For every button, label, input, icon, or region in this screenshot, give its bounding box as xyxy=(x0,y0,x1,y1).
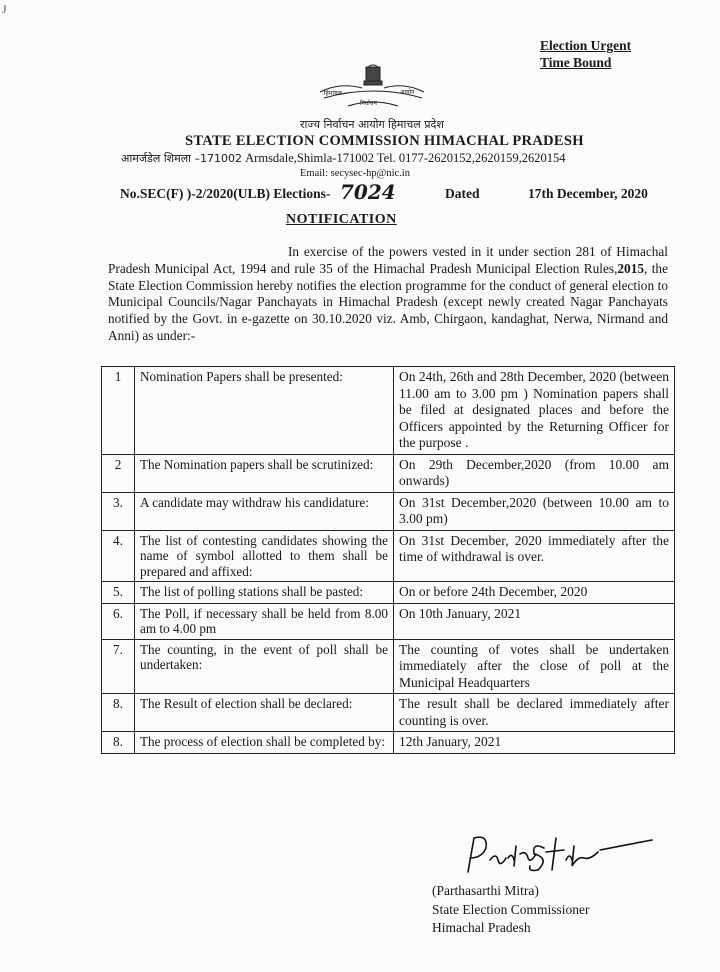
page-corner-mark: J xyxy=(2,2,7,16)
schedule-number: 5. xyxy=(102,582,135,604)
schedule-event: The counting, in the event of poll shall be undertaken: xyxy=(135,639,394,694)
schedule-row xyxy=(102,603,675,639)
signatory-name: (Parthasarthi Mitra) xyxy=(432,883,539,898)
address-line xyxy=(121,151,566,166)
schedule-number: 4. xyxy=(102,530,135,582)
schedule-event: The list of contesting candidates showing the name of symbol allotted to them shall be prepared and affixed: xyxy=(135,530,394,582)
reference-number-handwritten: 7024 xyxy=(340,180,396,204)
urgency-label xyxy=(540,37,631,71)
schedule-timing: On 10th January, 2021 xyxy=(394,603,675,639)
schedule-number: 6. xyxy=(102,603,135,639)
signatory-designation: State Election Commissioner xyxy=(432,901,590,917)
schedule-timing: On 24th, 26th and 28th December, 2020 (between 11.00 am to 3.00 pm ) Nomination papers shall be filed at designated places and before the Officers appointed by the Returning Officer for the purpose . xyxy=(394,367,675,455)
election-schedule-table xyxy=(101,366,675,754)
schedule-row xyxy=(102,367,675,455)
schedule-number: 7. xyxy=(102,639,135,694)
schedule-event: Nomination Papers shall be presented: xyxy=(135,367,394,455)
address-hindi: आमर्जडेल शिमला –171002 xyxy=(121,152,243,165)
schedule-timing: On 31st December,2020 (between 10.00 am to 3.00 pm) xyxy=(394,492,675,530)
body-part-1: In exercise of the powers vested in it under section 281 of Himachal Pradesh Municipal Act, 1994 and rule 35 of the Himachal Pradesh Municipal Election Rules, xyxy=(108,244,668,276)
body-year-handwritten: 2015 xyxy=(617,260,644,276)
schedule-event: A candidate may withdraw his candidature: xyxy=(135,492,394,530)
schedule-number: 8. xyxy=(102,694,135,732)
schedule-timing: On 29th December,2020 (from 10.00 am onwards) xyxy=(394,454,675,492)
schedule-timing: On 31st December, 2020 immediately after the time of withdrawal is over. xyxy=(394,530,675,582)
schedule-row xyxy=(102,694,675,732)
schedule-timing: The counting of votes shall be undertaken immediately after the close of poll at the Municipal Headquarters xyxy=(394,639,675,694)
signature-image xyxy=(460,830,660,880)
email-line: Email: secysec-hp@nic.in xyxy=(300,168,410,179)
schedule-number: 1 xyxy=(102,367,135,455)
signatory-block xyxy=(432,882,589,938)
org-name: STATE ELECTION COMMISSION HIMACHAL PRADESH xyxy=(185,133,584,149)
schedule-event: The Nomination papers shall be scrutinized: xyxy=(135,454,394,492)
state-emblem-icon xyxy=(318,64,428,114)
address-english: Armsdale,Shimla-171002 Tel. 0177-2620152,2620159,2620154 xyxy=(245,151,566,165)
schedule-timing: The result shall be declared immediately after counting is over. xyxy=(394,694,675,732)
signatory-state: Himachal Pradesh xyxy=(432,920,531,935)
schedule-timing: On or before 24th December, 2020 xyxy=(394,582,675,604)
schedule-event: The list of polling stations shall be pasted: xyxy=(135,582,394,604)
body-part-2: , the State Election Commission hereby notifies the election programme for the conduct of general election to Municipal Councils/Nagar Panchayats in Himachal Pradesh (except newly created Nagar Panchayats notified by the Govt. in e-gazette on 30.10.2020 viz. Amb, Chirgaon, kandaghat, Nerwa, Nirmand and Anni) as under:- xyxy=(108,260,668,343)
urgent-line-1: Election Urgent xyxy=(540,38,632,53)
notification-body xyxy=(108,244,668,345)
hindi-org-name: राज्य निर्वाचन आयोग हिमाचल प्रदेश xyxy=(300,118,444,131)
notification-title: NOTIFICATION xyxy=(286,212,397,227)
schedule-event: The Result of election shall be declared: xyxy=(135,694,394,732)
emblem-text-right: आयोग xyxy=(400,89,415,96)
schedule-timing: 12th January, 2021 xyxy=(394,732,675,754)
schedule-event: The Poll, if necessary shall be held from 8.00 am to 4.00 pm xyxy=(135,603,394,639)
emblem-text-left: हिमाचल xyxy=(324,90,342,97)
notification-date: 17th December, 2020 xyxy=(528,186,648,201)
urgent-line-2: Time Bound xyxy=(540,55,612,70)
dated-label: Dated xyxy=(445,186,480,201)
schedule-row xyxy=(102,732,675,754)
schedule-number: 8. xyxy=(102,732,135,754)
schedule-row xyxy=(102,454,675,492)
schedule-row xyxy=(102,492,675,530)
schedule-event: The process of election shall be completed by: xyxy=(135,732,394,754)
schedule-number: 3. xyxy=(102,492,135,530)
emblem-text-mid: निर्वाचन xyxy=(360,100,377,107)
schedule-number: 2 xyxy=(102,454,135,492)
schedule-row xyxy=(102,639,675,694)
schedule-row xyxy=(102,530,675,582)
reference-label: No.SEC(F) )-2/2020(ULB) Elections- xyxy=(120,186,331,201)
schedule-row xyxy=(102,582,675,604)
